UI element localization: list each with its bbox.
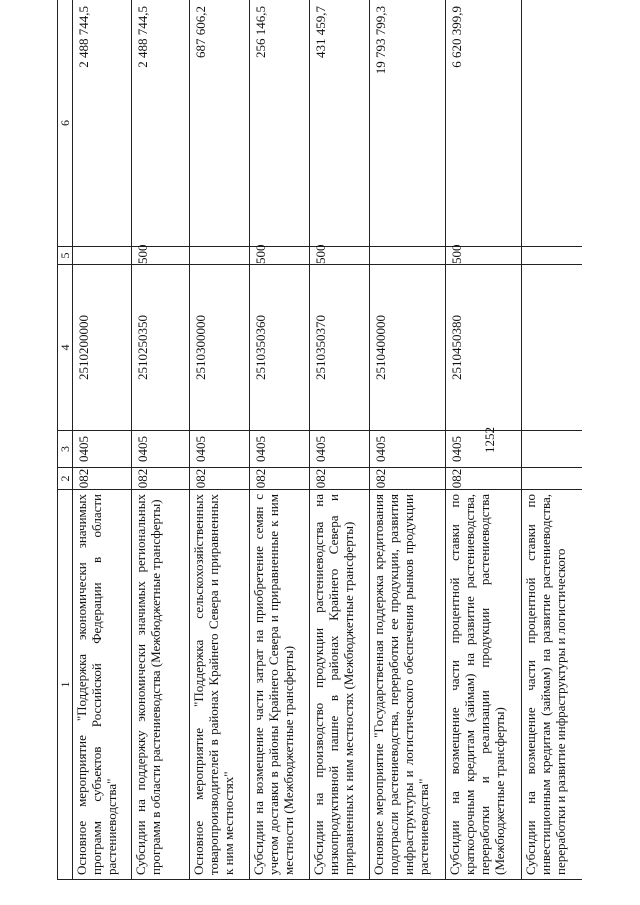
table-row: [310, 0, 370, 880]
header-col-5: 5: [58, 247, 73, 265]
row-name: Субсидии на поддержку экономически значимых региональных программ в области растениеводства (Межбюджетные трансферты): [132, 490, 190, 880]
row-col5: 500: [250, 247, 310, 265]
budget-table: [57, 0, 582, 880]
rotated-page: [57, 0, 617, 880]
row-col4: 2510350360: [250, 265, 310, 431]
row-col5: [370, 247, 446, 265]
row-col6: 687 606,2: [190, 0, 250, 247]
table-row: [370, 0, 446, 880]
row-col2: 082: [250, 468, 310, 490]
row-col2: 082: [370, 468, 446, 490]
row-col2: 082: [73, 468, 132, 490]
row-col4: [522, 265, 582, 431]
row-col4: 2510250350: [132, 265, 190, 431]
table-row: [522, 0, 582, 880]
row-col4: 2510350370: [310, 265, 370, 431]
row-col5: 500: [446, 247, 522, 265]
row-col4: 2510450380: [446, 265, 522, 431]
row-col4: 2510300000: [190, 265, 250, 431]
row-col2: 082: [132, 468, 190, 490]
row-name: Основное мероприятие "Государственная поддержка кредитования подотрасли растениеводства, переработки ее продукции, развития инфраструктуры и логистического обеспечения рынков продукции растениеводства": [370, 490, 446, 880]
row-col6: 19 793 799,3: [370, 0, 446, 247]
row-name: Основное мероприятие "Поддержка экономически значимых программ субъектов Российской Федерации в области растениеводства": [73, 490, 132, 880]
row-col6: 2 488 744,5: [132, 0, 190, 247]
row-col5: [522, 247, 582, 265]
row-name: Субсидии на возмещение части затрат на приобретение семян с учетом доставки в районы Крайнего Севера и приравненные к ним местности (Межбюджетные трансферты): [250, 490, 310, 880]
header-col-1: 1: [58, 490, 73, 880]
row-col3: 0405: [446, 431, 522, 468]
header-col-2: 2: [58, 468, 73, 490]
row-col5: [190, 247, 250, 265]
row-name: Субсидии на производство продукции растениеводства на низкопродуктивной пашне в районах Крайнего Севера и приравненных к ним местностях (Межбюджетные трансферты): [310, 490, 370, 880]
row-col5: [73, 247, 132, 265]
header-col-6: 6: [58, 0, 73, 247]
row-col2: 082: [446, 468, 522, 490]
table-row: [73, 0, 132, 880]
header-row: [58, 0, 73, 880]
row-col6: 256 146,5: [250, 0, 310, 247]
row-name: Субсидии на возмещение части процентной ставки по инвестиционным кредитам (займам) на развитие растениеводства, переработки и развитие инфраструктуры и логистического: [522, 490, 582, 880]
row-col3: 0405: [73, 431, 132, 468]
row-col2: 082: [190, 468, 250, 490]
row-col5: 500: [132, 247, 190, 265]
row-col4: 2510400000: [370, 265, 446, 431]
row-col6: 6 620 399,9: [446, 0, 522, 247]
row-col6: [522, 0, 582, 247]
row-col3: 0405: [370, 431, 446, 468]
row-col4: 2510200000: [73, 265, 132, 431]
row-col3: [522, 431, 582, 468]
header-col-4: 4: [58, 265, 73, 431]
row-col3: 0405: [310, 431, 370, 468]
row-col3: 0405: [132, 431, 190, 468]
row-col6: 431 459,7: [310, 0, 370, 247]
row-col2: [522, 468, 582, 490]
page-number: 1252: [482, 427, 497, 453]
table-row: [250, 0, 310, 880]
row-col6: 2 488 744,5: [73, 0, 132, 247]
table-row: [132, 0, 190, 880]
row-col3: 0405: [250, 431, 310, 468]
table-row: [190, 0, 250, 880]
row-name: Основное мероприятие "Поддержка сельскохозяйственных товаропроизводителей в районах Крайнего Севера и приравненных к ним местностях": [190, 490, 250, 880]
row-col2: 082: [310, 468, 370, 490]
row-name: Субсидии на возмещение части процентной ставки по краткосрочным кредитам (займам) на развитие растениеводства, переработки и реализации продукции растениеводства (Межбюджетные трансферты): [446, 490, 522, 880]
row-col5: 500: [310, 247, 370, 265]
header-col-3: 3: [58, 431, 73, 468]
row-col3: 0405: [190, 431, 250, 468]
